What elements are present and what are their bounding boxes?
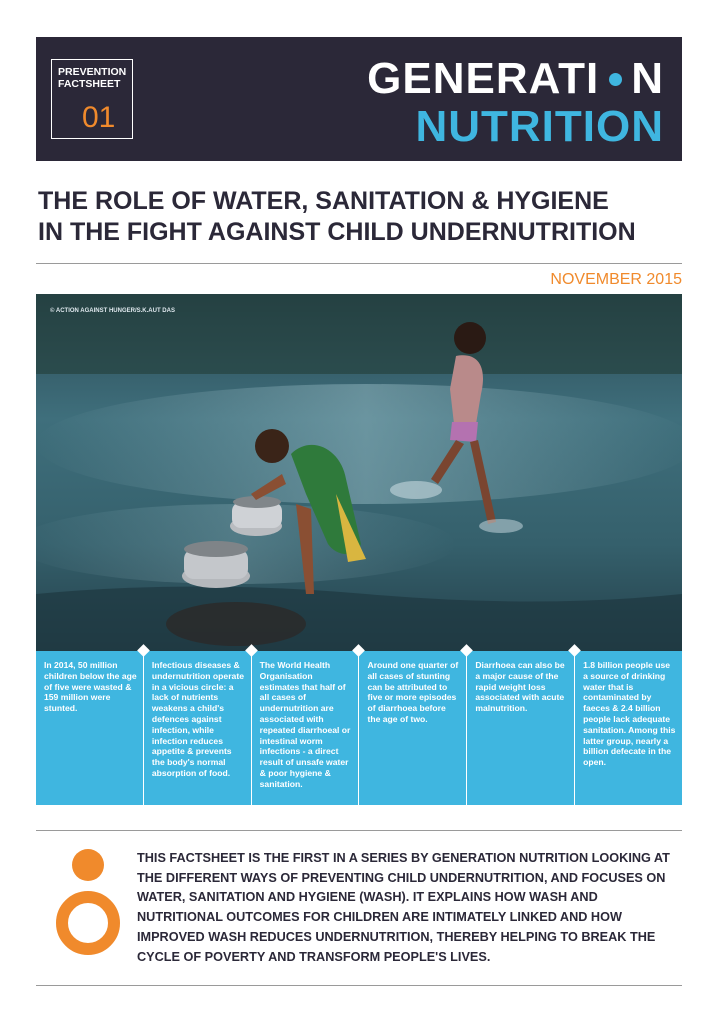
stat-item: The World Health Organisation estimates that half of all cases of undernutrition are associated with repeated diarrhoeal or intestinal worm infections - a direct result of unsafe water & poor hygiene & sanitation. [251, 651, 359, 805]
stat-item: Infectious diseases & undernutrition operate in a vicious circle: a lack of nutrients weakens a child's defences against infection, while infection reduces appetite & prevents the body's normal absorption of food. [143, 651, 251, 805]
factsheet-badge [51, 59, 133, 139]
stat-item: In 2014, 50 million children below the age of five were wasted & 159 million were stunted. [44, 660, 137, 714]
logo-line-2: NUTRITION [415, 102, 664, 151]
divider-bottom [36, 985, 682, 986]
hero-photo [36, 294, 682, 651]
stat-item: Diarrhoea can also be a major cause of the rapid weight loss associated with acute malnutrition. [466, 651, 574, 805]
badge-number: 01 [82, 101, 116, 134]
intro-paragraph: THIS FACTSHEET IS THE FIRST IN A SERIES BY GENERATION NUTRITION LOOKING AT THE DIFFERENT WAYS OF PREVENTING CHILD UNDERNUTRITION, AND FOCUSES ON WATER, SANITATION AND HYGIENE (WASH). IT EXPLAINS HOW WASH AND NUTRITIONAL OUTCOMES FOR CHILDREN ARE INTIMATELY LINKED AND HOW IMPROVED WASH REDUCES UNDERNUTRITION, THEREBY HELPING TO BREAK THE CYCLE OF POVERTY AND TRANSFORM PEOPLE'S LIVES. [137, 851, 670, 964]
page-title: THE ROLE OF WATER, SANITATION & HYGIENE IN THE FIGHT AGAINST CHILD UNDERNUTRITION [38, 187, 636, 246]
river-scene-image [36, 294, 682, 651]
publication-date: NOVEMBER 2015 [550, 271, 682, 288]
logo-dot-icon [609, 73, 622, 86]
divider-middle [36, 830, 682, 831]
stat-item: Around one quarter of all cases of stunting can be attributed to five or more episodes of diarrhoea before the age of two. [358, 651, 466, 805]
photo-credit: © ACTION AGAINST HUNGER/S.K.AUT DAS [50, 308, 175, 314]
person-logo-icon [55, 848, 123, 960]
logo-line-1 [367, 54, 664, 103]
logo-text-generation: GENERATI [367, 54, 600, 103]
stats-band [36, 651, 682, 805]
logo-text-n: N [631, 54, 664, 103]
divider-top [36, 263, 682, 264]
badge-label: PREVENTION FACTSHEET [58, 66, 127, 90]
masthead [36, 37, 682, 161]
stat-item: 1.8 billion people use a source of drinking water that is contaminated by faeces & 2.4 billion people lack adequate sanitation. Among this latter group, nearly a billion defecate in the open. [574, 651, 682, 805]
